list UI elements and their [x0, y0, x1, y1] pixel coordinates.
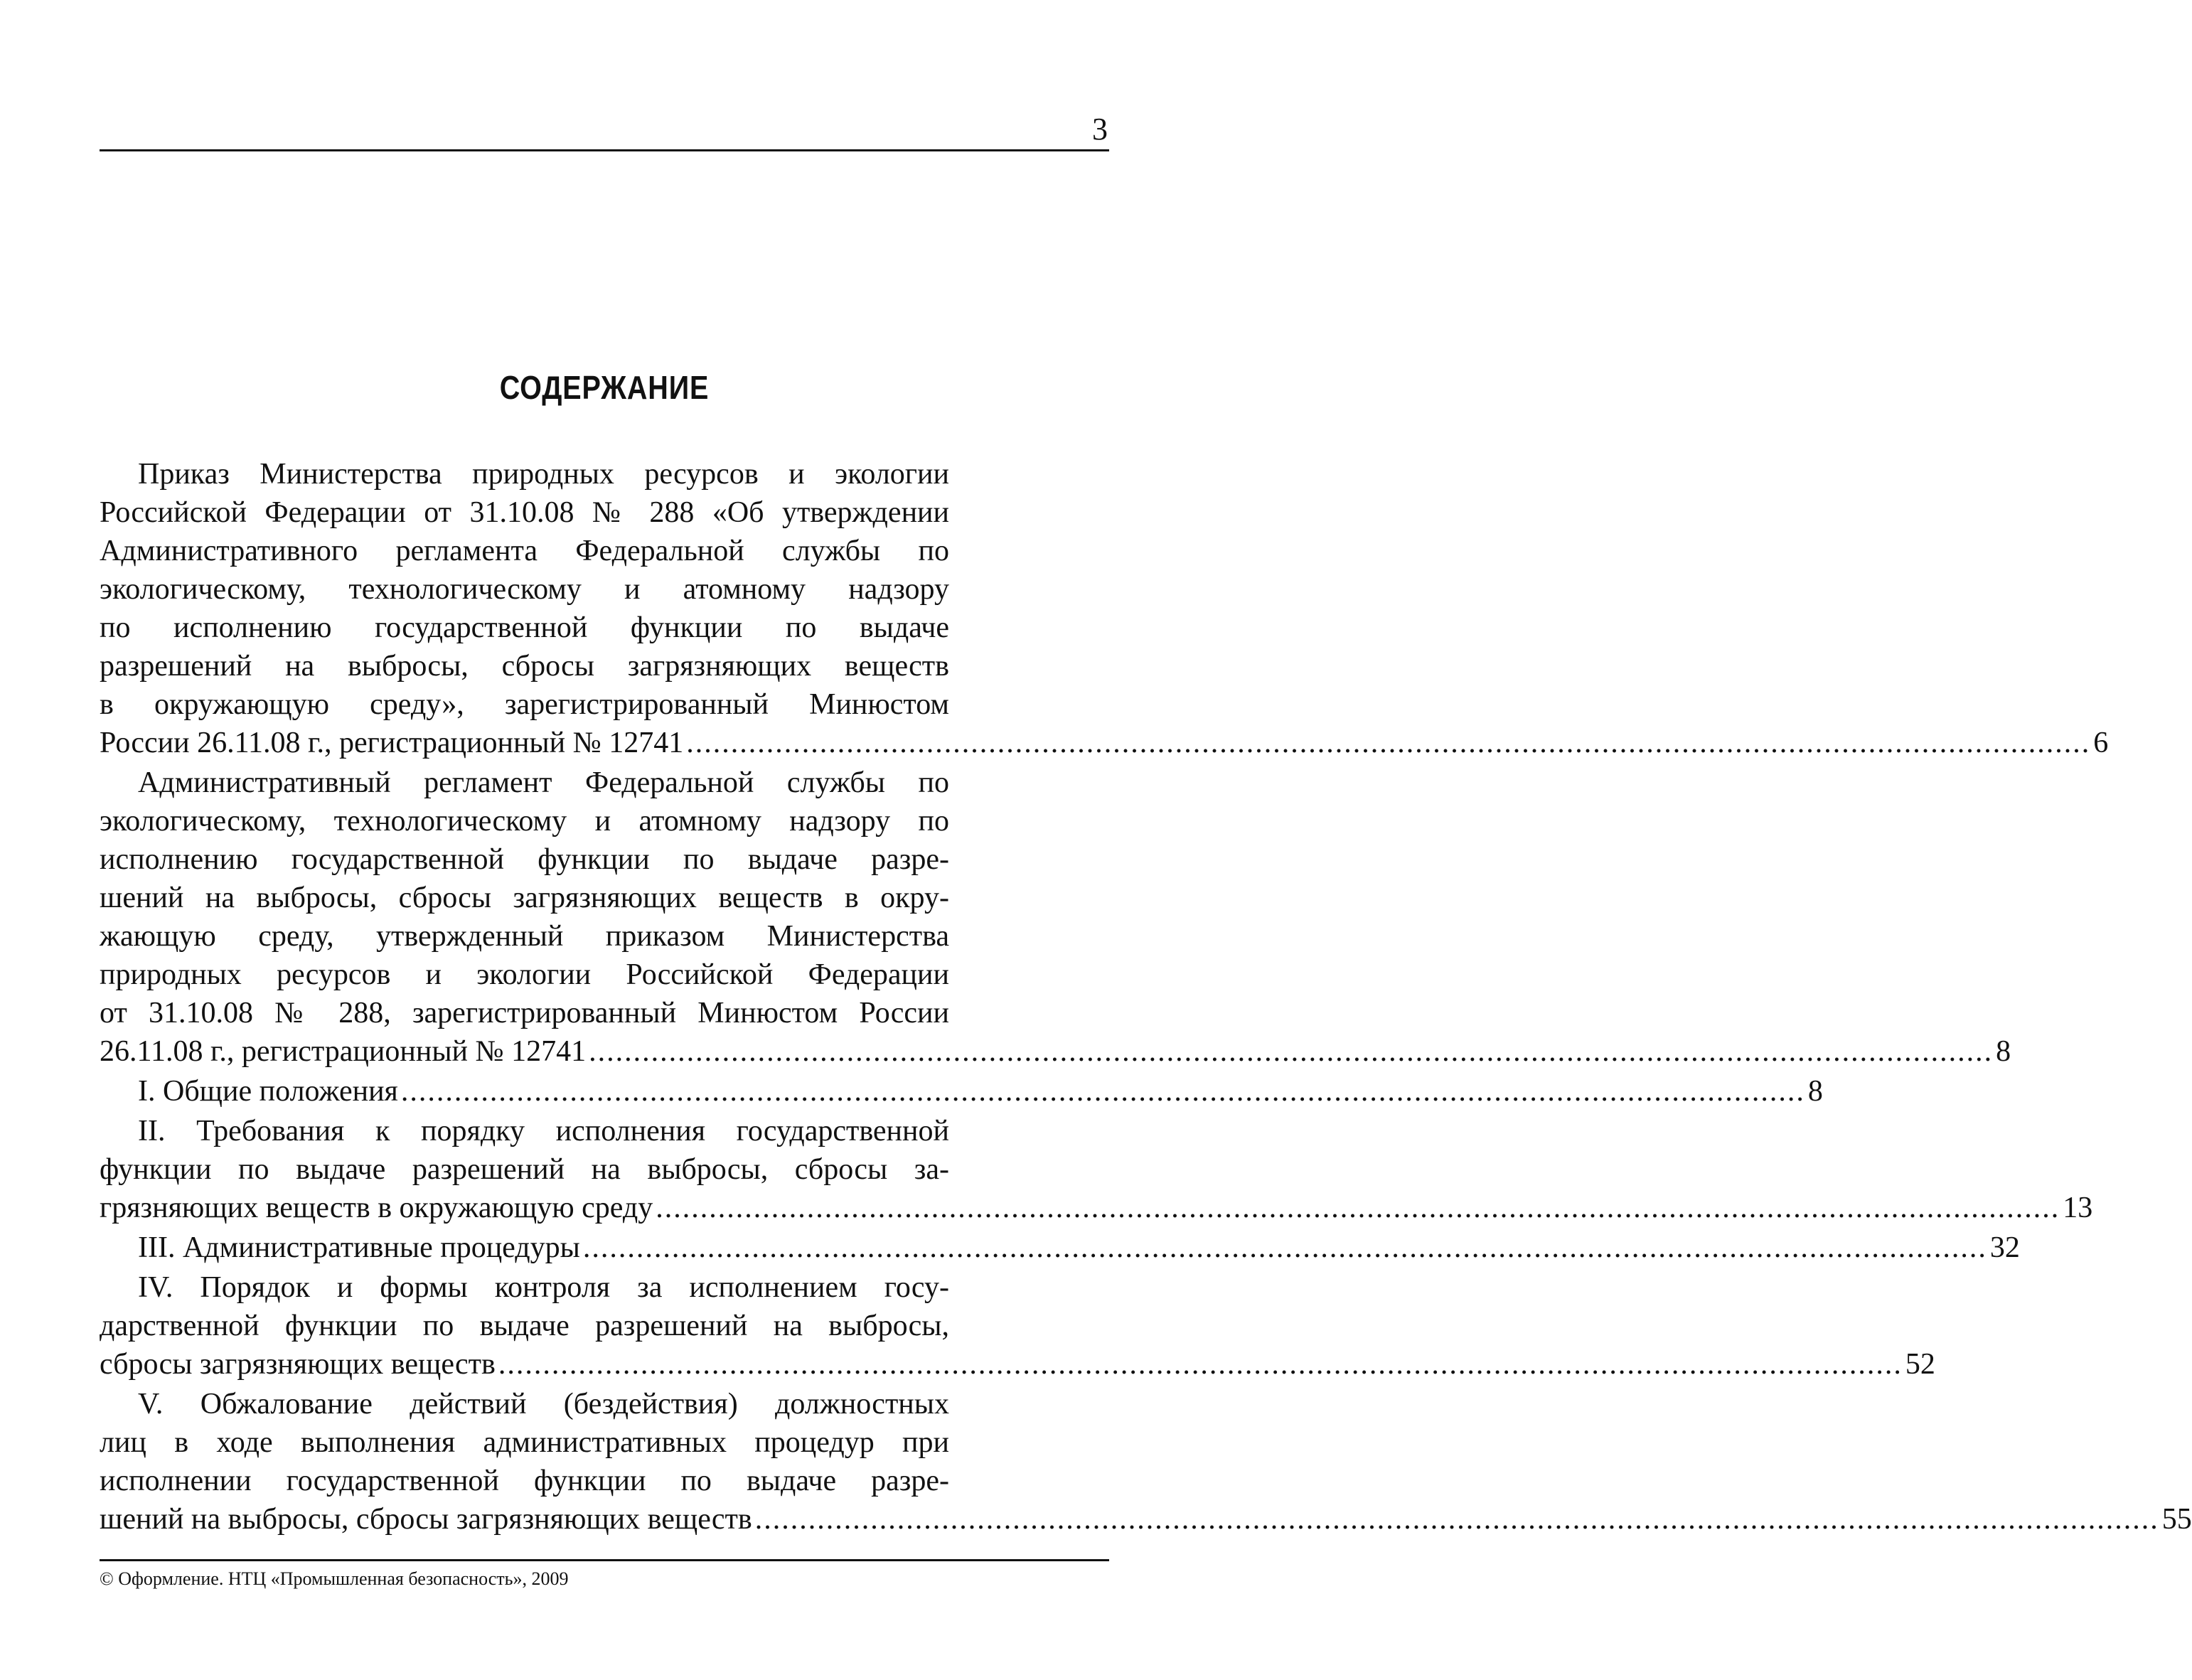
toc-entry-text-line: исполнении государственной функции по выдаче разре- [100, 1465, 949, 1497]
toc-entry-section-1[interactable] [100, 1072, 1823, 1111]
toc-entry-text-line: сбросы загрязняющих веществ [100, 1348, 496, 1381]
toc-page-number: 8 [1996, 1035, 2011, 1068]
toc-entry-text-line: Административный регламент Федеральной службы по [138, 766, 949, 799]
toc-entry-last-line [100, 1345, 1935, 1384]
toc-entry-text-line: шений на выбросы, сбросы загрязняющих веществ в окру- [100, 882, 949, 914]
toc-page-number: 8 [1807, 1075, 1823, 1108]
dot-leader: .............................................................................................................................................................. [754, 1503, 2159, 1536]
toc-entry-text-line: I. Общие положения [138, 1075, 398, 1108]
toc-entry-last-line [100, 1032, 2011, 1071]
toc-entry-text-line: по исполнению государственной функции по выдаче [100, 611, 949, 644]
toc-entry-text-line: в окружающую среду», зарегистрированный Минюстом [100, 688, 949, 721]
toc-entry-text-line: России 26.11.08 г., регистрационный № 12741 [100, 727, 684, 759]
dot-leader: .............................................................................................................................................................. [582, 1231, 1987, 1264]
toc-entry-text-line: 26.11.08 г., регистрационный № 12741 [100, 1035, 587, 1068]
toc-entry-text-line: исполнению государственной функции по выдаче разре- [100, 843, 949, 876]
toc-entry-section-4[interactable] [100, 1268, 1935, 1384]
toc-entry-order[interactable] [100, 455, 2109, 762]
toc-entry-text-line: от 31.10.08 № 288, зарегистрированный Минюстом России [100, 997, 949, 1029]
toc-page-number: 13 [2063, 1192, 2093, 1224]
toc-entry-last-line [100, 1072, 1823, 1111]
table-of-contents [100, 455, 2192, 1540]
toc-entry-regulation[interactable] [100, 764, 2011, 1071]
toc-entry-text-line: Административного регламента Федеральной службы по [100, 535, 949, 567]
toc-entry-text-line: дарственной функции по выдаче разрешений на выбросы, [100, 1310, 949, 1342]
toc-entry-text-line: лиц в ходе выполнения административных процедур при [100, 1426, 949, 1459]
toc-entry-last-line [100, 724, 2109, 762]
toc-entry-section-2[interactable] [100, 1112, 2093, 1227]
toc-entry-text-line: экологическому, технологическому и атомному надзору [100, 573, 949, 606]
toc-entry-text-line: V. Обжалование действий (бездействия) должностных [138, 1388, 949, 1420]
toc-entry-text-line: Приказ Министерства природных ресурсов и экологии [138, 458, 949, 491]
toc-entry-text-line: функции по выдаче разрешений на выбросы, сбросы за- [100, 1153, 949, 1186]
dot-leader: .............................................................................................................................................................. [498, 1348, 1903, 1381]
toc-page-number: 55 [2161, 1503, 2192, 1536]
dot-leader: .............................................................................................................................................................. [656, 1192, 2060, 1224]
toc-page-number: 52 [1905, 1348, 1935, 1381]
toc-entry-section-5[interactable] [100, 1385, 2192, 1539]
toc-entry-last-line [100, 1500, 2192, 1539]
toc-entry-text-line: III. Административные процедуры [138, 1231, 580, 1264]
toc-entry-text-line: грязняющих веществ в окружающую среду [100, 1192, 653, 1224]
toc-page-number: 32 [1989, 1231, 2020, 1264]
toc-entry-text-line: Российской Федерации от 31.10.08 № 288 «Об утверждении [100, 496, 949, 529]
toc-entry-text-line: IV. Порядок и формы контроля за исполнением госу- [138, 1271, 949, 1304]
header-rule [100, 149, 1109, 151]
dot-leader: .............................................................................................................................................................. [589, 1035, 1994, 1068]
page-number: 3 [1092, 112, 1108, 146]
dot-leader: .............................................................................................................................................................. [400, 1075, 1805, 1108]
toc-entry-text-line: II. Требования к порядку исполнения государственной [138, 1115, 949, 1147]
toc-entry-last-line [100, 1229, 2020, 1267]
copyright-footer: © Оформление. НТЦ «Промышленная безопасность», 2009 [100, 1568, 569, 1589]
toc-entry-text-line: экологическому, технологическому и атомному надзору по [100, 805, 949, 838]
toc-entry-text-line: разрешений на выбросы, сбросы загрязняющих веществ [100, 650, 949, 683]
toc-entry-text-line: жающую среду, утвержденный приказом Министерства [100, 920, 949, 953]
toc-heading: СОДЕРЖАНИЕ [499, 369, 710, 406]
dot-leader: .............................................................................................................................................................. [686, 727, 2091, 759]
footer-rule [100, 1559, 1109, 1561]
toc-entry-text-line: шений на выбросы, сбросы загрязняющих веществ [100, 1503, 752, 1536]
toc-entry-last-line [100, 1189, 2093, 1227]
toc-entry-section-3[interactable] [100, 1229, 2020, 1267]
toc-entry-text-line: природных ресурсов и экологии Российской Федерации [100, 958, 949, 991]
toc-page-number: 6 [2093, 727, 2109, 759]
